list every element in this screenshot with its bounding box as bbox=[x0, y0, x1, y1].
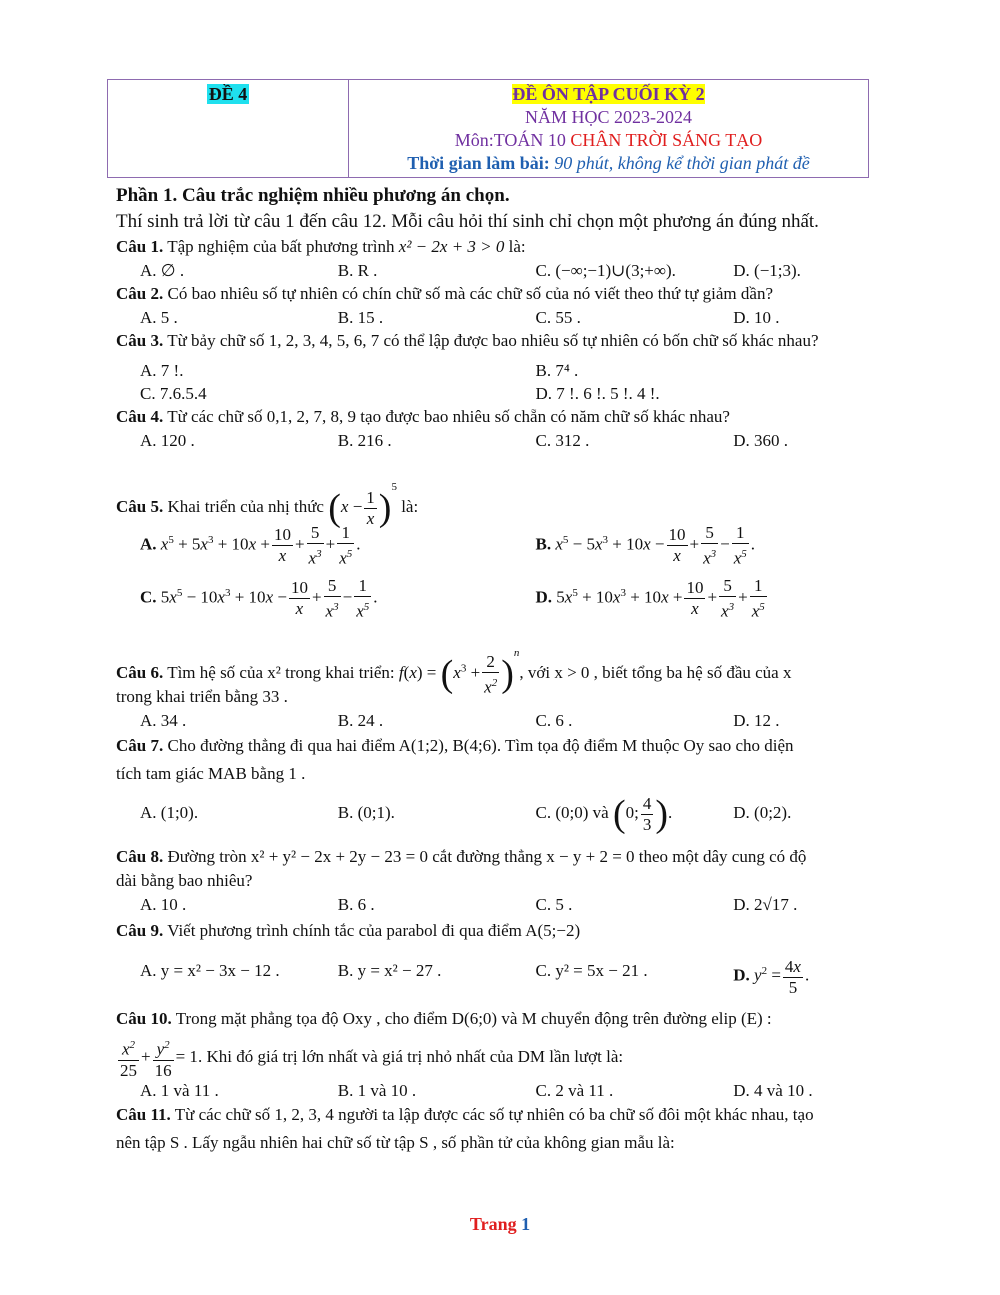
option-b[interactable]: B. R . bbox=[337, 261, 378, 280]
exam-code: ĐỀ 4 bbox=[208, 84, 248, 104]
option-c[interactable]: C. 5 . bbox=[535, 895, 573, 915]
option-d[interactable]: D. 7 !. 6 !. 5 !. 4 !. bbox=[535, 384, 660, 403]
option-d[interactable]: D. $y^2$ = $\frac{4x}{5}$ . bbox=[733, 956, 810, 997]
question-7-line2: tích tam giác MAB bằng 1 . bbox=[116, 764, 306, 784]
exam-title: ĐỀ ÔN TẬP CUỐI KỲ 2 bbox=[512, 84, 705, 104]
page-footer bbox=[0, 1214, 1000, 1235]
question-1-options bbox=[116, 259, 931, 282]
option-a[interactable]: A. 5 . bbox=[140, 308, 178, 327]
question-4: Câu 4. Từ các chữ số 0,1, 2, 7, 8, 9 tạo được bao nhiêu số chẵn có năm chữ số khác nhau? bbox=[116, 407, 730, 426]
option-a[interactable]: A. 10 . bbox=[140, 895, 187, 915]
option-b[interactable]: B. 7⁴ . bbox=[535, 361, 579, 380]
question-10-line2: $\frac{x^2}{25}$ + $\frac{y^2}{16}$ = 1. Khi đó giá trị lớn nhất và giá trị nhỏ nhất của DM lần lượt là: bbox=[116, 1033, 931, 1081]
question-2-options bbox=[116, 306, 931, 329]
question-1: Câu 1. Tập nghiệm của bất phương trình x² − 2x + 3 > 0 là: bbox=[116, 237, 526, 256]
option-b[interactable]: B. 24 . bbox=[337, 711, 384, 731]
option-a[interactable]: A. 7 !. bbox=[140, 361, 184, 380]
option-a[interactable]: A. ∅ . bbox=[140, 261, 185, 280]
question-9: Câu 9. Viết phương trình chính tắc của parabol đi qua điểm A(5;−2) bbox=[116, 921, 581, 941]
question-10: Câu 10. Trong mặt phẳng tọa độ Oxy , cho điểm D(6;0) và M chuyển động trên đường elip (E) : bbox=[116, 1009, 772, 1029]
option-b[interactable]: B. y = x² − 27 . bbox=[337, 961, 442, 981]
option-b[interactable]: B. $x^5 - 5x^3 + 10x$ − $\frac{10}{x}$ + $\frac{5}{x^3}$ − $\frac{1}{x^5}$ . bbox=[535, 522, 756, 568]
option-a[interactable]: A. 34 . bbox=[140, 711, 187, 731]
option-c[interactable]: C. (0;0) và (0; $\frac{4}{3}$ ). bbox=[535, 793, 673, 836]
question-3-options-row2 bbox=[116, 382, 931, 405]
question-6-options bbox=[116, 709, 931, 732]
option-c[interactable]: C. 2 và 11 . bbox=[535, 1081, 614, 1101]
question-11: Câu 11. Từ các chữ số 1, 2, 3, 4 người ta lập được các số tự nhiên có ba chữ số đôi một khác nhau, tạo bbox=[116, 1105, 814, 1125]
option-d[interactable]: D. 4 và 10 . bbox=[733, 1081, 813, 1101]
question-3: Câu 3. Từ bảy chữ số 1, 2, 3, 4, 5, 6, 7 có thể lập được bao nhiêu số tự nhiên có bốn chữ số khác nhau? bbox=[116, 331, 819, 350]
option-a[interactable]: A. (1;0). bbox=[140, 803, 199, 823]
option-a[interactable]: A. 1 và 11 . bbox=[140, 1081, 219, 1101]
option-c[interactable]: C. (−∞;−1)∪(3;+∞). bbox=[535, 261, 676, 280]
option-b[interactable]: B. 216 . bbox=[337, 431, 392, 450]
question-5-options-row2 bbox=[116, 569, 931, 622]
option-d[interactable]: D. 12 . bbox=[733, 711, 780, 731]
question-8-line2: dài bằng bao nhiêu? bbox=[116, 871, 253, 891]
option-b[interactable]: B. 15 . bbox=[337, 308, 384, 327]
option-d[interactable]: D. 2√17 . bbox=[733, 895, 798, 915]
option-b[interactable]: B. 1 và 10 . bbox=[337, 1081, 417, 1101]
question-4-options bbox=[116, 429, 931, 452]
part-instruction: Thí sinh trả lời từ câu 1 đến câu 12. Mỗi câu hỏi thí sinh chỉ chọn một phương án đúng nhất. bbox=[116, 211, 819, 232]
option-a[interactable]: A. $x^5 + 5x^3 + 10x$ + $\frac{10}{x}$ + $\frac{5}{x^3}$ + $\frac{1}{x^5}$ . bbox=[140, 522, 361, 568]
question-6-line2: trong khai triển bằng 33 . bbox=[116, 687, 288, 707]
part-title: Phần 1. Câu trắc nghiệm nhiều phương án chọn. bbox=[116, 185, 510, 206]
question-10-options bbox=[116, 1081, 931, 1101]
option-d[interactable]: D. 10 . bbox=[733, 308, 780, 327]
subject-line: Môn:TOÁN 10 CHÂN TRỜI SÁNG TẠO bbox=[454, 130, 763, 150]
question-3-options-row1 bbox=[116, 359, 931, 382]
option-b[interactable]: B. (0;1). bbox=[337, 803, 395, 823]
option-b[interactable]: B. 6 . bbox=[337, 895, 375, 915]
option-d[interactable]: D. $5x^5 + 10x^3 + 10x$ + $\frac{10}{x}$ + $\frac{5}{x^3}$ + $\frac{1}{x^5}$ bbox=[535, 575, 765, 621]
question-5: Câu 5. Khai triển của nhị thức (x − $\frac{1}{x}$ )$^5$ là: bbox=[116, 481, 419, 530]
option-a[interactable]: A. 120 . bbox=[140, 431, 195, 450]
option-d[interactable]: D. (0;2). bbox=[733, 803, 792, 823]
question-8: Câu 8. Đường tròn x² + y² − 2x + 2y − 23 = 0 cắt đường thẳng x − y + 2 = 0 theo một dây cung có độ bbox=[116, 847, 807, 867]
exam-title-cell bbox=[349, 80, 868, 177]
page-label: Trang bbox=[469, 1214, 517, 1234]
exam-code-cell bbox=[108, 80, 349, 177]
question-5-options-row1 bbox=[116, 516, 931, 569]
option-c[interactable]: C. $5x^5 - 10x^3 + 10x$ − $\frac{10}{x}$ + $\frac{5}{x^3}$ − $\frac{1}{x^5}$ . bbox=[140, 575, 378, 621]
question-6: Câu 6. Tìm hệ số của x² trong khai triển: $f(x) = (x^3$ + $\frac{2}{x^2}$ )$^n$, với x > 0 , biết tổng ba hệ số đầu của x bbox=[116, 647, 792, 697]
option-a[interactable]: A. y = x² − 3x − 12 . bbox=[140, 961, 280, 981]
time-line: Thời gian làm bài: 90 phút, không kể thời gian phát đề bbox=[407, 153, 810, 173]
question-9-options bbox=[116, 946, 931, 1001]
page-number: 1 bbox=[521, 1214, 531, 1234]
question-8-options bbox=[116, 893, 931, 916]
question-11-line2: nên tập S . Lấy ngẫu nhiên hai chữ số từ tập S , số phần tử của không gian mẫu là: bbox=[116, 1133, 675, 1153]
option-d[interactable]: D. 360 . bbox=[733, 431, 789, 450]
option-c[interactable]: C. 55 . bbox=[535, 308, 581, 327]
option-c[interactable]: C. 312 . bbox=[535, 431, 590, 450]
exam-body bbox=[116, 183, 931, 1157]
option-c[interactable]: C. 7.6.5.4 bbox=[140, 384, 207, 403]
question-2: Câu 2. Có bao nhiêu số tự nhiên có chín chữ số mà các chữ số của nó viết theo thứ tự giảm dần? bbox=[116, 284, 773, 303]
question-7-options bbox=[116, 788, 931, 839]
exam-header bbox=[107, 79, 869, 178]
option-c[interactable]: C. 6 . bbox=[535, 711, 573, 731]
question-7: Câu 7. Cho đường thẳng đi qua hai điểm A(1;2), B(4;6). Tìm tọa độ điểm M thuộc Oy sao cho diện bbox=[116, 736, 794, 756]
school-year: NĂM HỌC 2023-2024 bbox=[524, 107, 692, 127]
option-c[interactable]: C. y² = 5x − 21 . bbox=[535, 961, 648, 981]
option-d[interactable]: D. (−1;3). bbox=[733, 261, 801, 280]
